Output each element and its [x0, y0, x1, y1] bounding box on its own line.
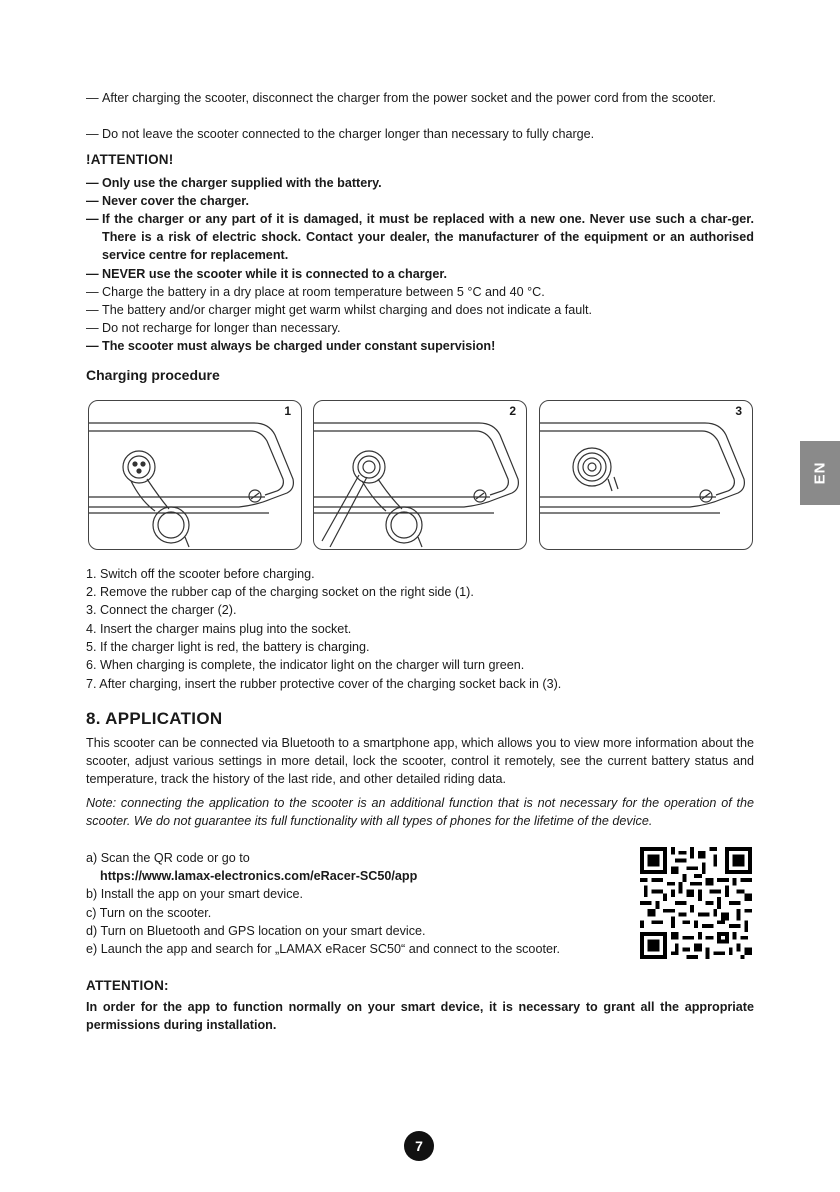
bullet-text: Do not leave the scooter connected to the charger longer than necessary to fully charge.	[102, 127, 595, 141]
bullet-item: — Do not leave the scooter connected to the charger longer than necessary to fully charge.	[86, 125, 754, 143]
application-note: Note: connecting the application to the scooter is an additional function that is not necessary for the operation of the scooter. We do not guarantee its full functionality with all types of phones for the lifetime of the device.	[86, 796, 754, 828]
bullet-text: Do not recharge for longer than necessary.	[102, 321, 341, 335]
language-tab	[800, 441, 840, 505]
bullet-text: Never cover the charger.	[102, 194, 250, 208]
app-step-b: b) Install the app on your smart device.	[86, 887, 304, 901]
app-step-d: d) Turn on Bluetooth and GPS location on your smart device.	[86, 924, 426, 938]
app-step-a: a) Scan the QR code or go to	[86, 851, 250, 865]
charging-step: 2. Remove the rubber cap of the charging socket on the right side (1).	[86, 585, 474, 599]
scooter-socket-covered-illustration	[540, 401, 752, 549]
charging-step: 1. Switch off the scooter before charging.	[86, 567, 315, 581]
bullet-text: NEVER use the scooter while it is connected to a charger.	[102, 267, 448, 281]
charging-heading: Charging procedure	[86, 367, 220, 383]
qr-code-image[interactable]	[639, 847, 753, 959]
figure-number: 2	[509, 404, 516, 418]
attention-heading: ATTENTION:	[86, 978, 169, 993]
app-step-c: c) Turn on the scooter.	[86, 906, 212, 920]
bullet-item: — Only use the charger supplied with the battery.	[86, 174, 754, 192]
charging-step: 5. If the charger light is red, the battery is charging.	[86, 640, 370, 654]
charging-step: 7. After charging, insert the rubber protective cover of the charging socket back in (3).	[86, 677, 562, 691]
bullet-item: — Do not recharge for longer than necessary.	[86, 319, 754, 337]
bullet-text: The battery and/or charger might get warm whilst charging and does not indicate a fault.	[102, 303, 593, 317]
charging-figure-3	[539, 400, 753, 550]
attention-heading: !ATTENTION!	[86, 152, 174, 167]
page-number: 7	[404, 1131, 434, 1161]
application-heading: 8. APPLICATION	[86, 709, 223, 728]
application-intro: This scooter can be connected via Bluetooth to a smartphone app, which allows you to view more information about the scooter, adjust various settings in more detail, lock the scooter, control it remotely, see the current battery status and temperature, track the history of the last ride, and other detailed riding data.	[86, 736, 754, 786]
charging-step: 4. Insert the charger mains plug into the socket.	[86, 622, 352, 636]
bullet-text: After charging the scooter, disconnect the charger from the power socket and the power cord from the scooter.	[102, 91, 716, 105]
bullet-item: — After charging the scooter, disconnect the charger from the power socket and the power cord from the scooter.	[86, 89, 754, 107]
bullet-text: The scooter must always be charged under constant supervision!	[102, 339, 496, 353]
figure-number: 1	[284, 404, 291, 418]
bullet-item: — Charge the battery in a dry place at room temperature between 5 °C and 40 °C.	[86, 283, 754, 301]
bullet-item: — NEVER use the scooter while it is connected to a charger.	[86, 265, 754, 283]
app-step-e: e) Launch the app and search for „LAMAX eRacer SC50“ and connect to the scooter.	[86, 942, 560, 956]
charging-step: 3. Connect the charger (2).	[86, 603, 237, 617]
bullet-text: If the charger or any part of it is damaged, it must be replaced with a new one. Never use such a char-ger. There is a risk of electric shock. Contact your dealer, the manufacturer of the equipment or an authorised service centre for replacement.	[102, 212, 754, 262]
bullet-text: Charge the battery in a dry place at room temperature between 5 °C and 40 °C.	[102, 285, 545, 299]
bullet-item: — If the charger or any part of it is damaged, it must be replaced with a new one. Never use such a char-ger. There is a risk of electric shock. Contact your dealer, the manufacturer of the equipment or an authorised service centre for replacement.	[86, 212, 754, 262]
charging-step: 6. When charging is complete, the indicator light on the charger will turn green.	[86, 658, 525, 672]
figure-number: 3	[735, 404, 742, 418]
charging-figure-1	[88, 400, 302, 550]
charging-figure-2	[313, 400, 527, 550]
language-tab-label: EN	[811, 461, 829, 485]
scooter-charger-connected-illustration	[314, 401, 526, 549]
attention-text: In order for the app to function normally on your smart device, it is necessary to grant all the appropriate permissions during installation.	[86, 1000, 754, 1032]
bullet-item: — The scooter must always be charged under constant supervision!	[86, 337, 754, 355]
app-url-link[interactable]: https://www.lamax-electronics.com/eRacer-SC50/app	[100, 869, 418, 883]
bullet-item: — The battery and/or charger might get warm whilst charging and does not indicate a fault.	[86, 301, 754, 319]
scooter-socket-illustration	[89, 401, 301, 549]
bullet-text: Only use the charger supplied with the battery.	[102, 176, 382, 190]
bullet-item: — Never cover the charger.	[86, 192, 754, 210]
